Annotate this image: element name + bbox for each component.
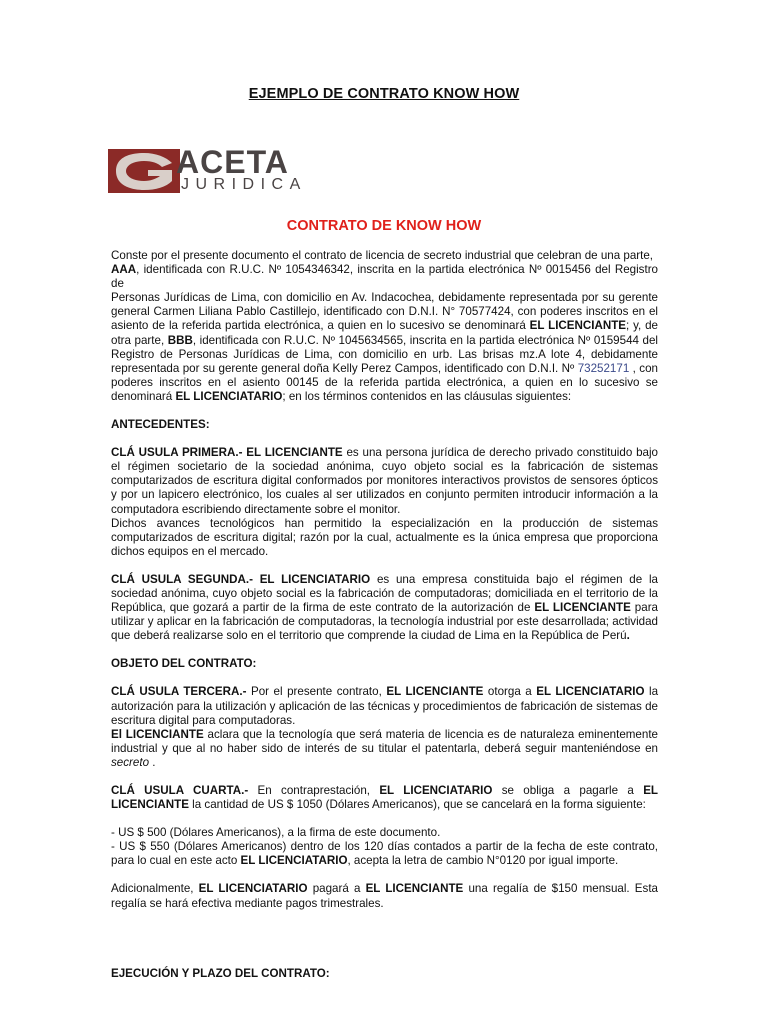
text: , con poderes inscritos en el asiento 00145 de la referida partida electrónica, a quien en lo sucesivo se denominará	[111, 361, 658, 403]
clause-cuarta	[111, 784, 658, 812]
text: aclara que la tecnología que será materia de licencia es de naturaleza eminentemente industrial y que al no haber sido de interés de su titular el patentarla, deberá seguir manteniéndose en	[111, 727, 658, 755]
text: ; y, de otra parte,	[111, 319, 659, 347]
bold-term: EL LICENCIANTE	[529, 319, 627, 333]
dni-number: 73252171	[577, 361, 630, 375]
text: , acepta la letra de cambio N°0120 por igual importe.	[347, 854, 619, 868]
party-bbb: BBB	[167, 333, 193, 347]
bold-term: EL LICENCIANTE	[386, 685, 484, 699]
contract-body	[111, 249, 658, 981]
text: ; en los términos contenidos en las cláusulas siguientes:	[282, 389, 572, 403]
bold-term: EL LICENCIATARIO	[175, 389, 283, 403]
text: Conste por el presente documento el contrato de licencia de secreto industrial que celebran de una parte,	[111, 249, 654, 262]
bold-term: EL LICENCIATARIO	[240, 854, 348, 868]
gaceta-juridica-logo	[108, 144, 308, 193]
bold-term: EL LICENCIANTE	[111, 784, 659, 812]
text: .	[149, 755, 156, 769]
bold-term: EL LICENCIATARIO	[198, 882, 308, 896]
bold-term: EL LICENCIATARIO	[379, 784, 493, 797]
clause-segunda	[111, 573, 658, 643]
heading-objeto: OBJETO DEL CONTRATO:	[111, 657, 257, 671]
italic-term: secreto	[111, 755, 150, 769]
intro-paragraph	[111, 249, 658, 404]
clause-label: CLÁ USULA PRIMERA.- EL LICENCIANTE	[111, 446, 343, 460]
payment-item-2	[111, 840, 658, 868]
text: .	[626, 629, 630, 643]
party-aaa: AAA	[111, 263, 137, 277]
text: En contraprestación,	[248, 784, 380, 797]
heading-ejecucion: EJECUCIÓN Y PLAZO DEL CONTRATO:	[111, 966, 330, 980]
payment-item-1: - US $ 500 (Dólares Americanos), a la firma de este documento.	[111, 826, 441, 840]
clause-tercera	[111, 685, 658, 770]
text: Por el presente contrato,	[246, 685, 387, 699]
text: - US $ 550 (Dólares Americanos) dentro de los 120 días contados a partir de la fecha de este contrato, para lo cual en este acto	[111, 840, 658, 868]
text: Dichos avances tecnológicos han permitido la especialización en la producción de sistemas computarizados de escritura digital; razón por la cual, actualmente es la única empresa que proporciona dichos equipos en el mercado.	[111, 516, 658, 558]
clause-label: CLÁ USULA SEGUNDA.- EL LICENCIATARIO	[111, 572, 371, 586]
text: es una empresa constituida bajo el régimen de la sociedad anónima, cuyo objeto social es la fabricación de computadoras; domiciliada en el territorio de la República, que gozará a partir de la firma de este contrato de la autorización de	[111, 572, 658, 615]
text: una regalía de $150 mensual. Esta regalía se hará efectiva mediante pagos trimestrales.	[111, 882, 659, 910]
contract-title: CONTRATO DE KNOW HOW	[286, 218, 482, 234]
document-title: EJEMPLO DE CONTRATO KNOW HOW	[248, 86, 520, 102]
text: Adicionalmente,	[111, 882, 199, 896]
text: la autorización para la utilización y aplicación de las técnicas y procedimientos de fabricación de sistemas de escritura digital para computadoras.	[111, 685, 659, 727]
clause-primera	[111, 446, 658, 559]
clause-label: CLÁ USULA TERCERA.-	[111, 685, 247, 699]
text: pagará a	[307, 882, 366, 896]
clause-label: CLÁ USULA CUARTA.-	[111, 784, 249, 797]
logo-word-aceta: ACETA	[176, 144, 289, 180]
bold-term: EL LICENCIANTE	[365, 882, 464, 896]
text: otorga a	[483, 685, 537, 699]
bold-term: EL LICENCIANTE	[534, 601, 631, 615]
text: se obliga a pagarle a	[492, 784, 644, 797]
additional-royalty	[111, 882, 658, 910]
text: Personas Jurídicas de Lima, con domicilio en Av. Indacochea, debidamente representada por su gerente general Carmen Liliana Pablo Castillejo, identificado con D.N.I. N° 70577424, con poderes inscritos en el asiento de la referida partida electrónica, a quien en lo sucesivo se denominará	[111, 291, 658, 333]
text: , identificada con R.U.C. Nº 1054346342, inscrita en la partida electrónica Nº 0015456 del Registro de	[111, 263, 658, 291]
logo-g-mark-icon	[108, 149, 180, 193]
logo-word-juridica: JURIDICA	[181, 176, 307, 193]
text: es una persona jurídica de derecho privado constituido bajo el régimen societario de la sociedad anónima, cuyo objeto social es la fabricación de sistemas computarizados de escritura digital conformados por monitores interactivos provistos de sensores ópticos y por un lapicero electrónico, los cuales al ser utilizados en conjunto permiten introducir información a la computadora escribiendo directamente sobre el monitor.	[111, 446, 658, 516]
bold-term: El LICENCIANTE	[111, 727, 204, 741]
text: para utilizar y aplicar en la fabricación de computadoras, la tecnología industrial por este desarrollada; actividad que deberá realizarse solo en el territorio que comprende la ciudad de Lima en la República de Perú	[111, 601, 659, 643]
text: , identificada con R.U.C. Nº 1045634565, inscrita en la partida electrónica Nº 0159544 del Registro de Personas Jurídicas de Lima, con domicilio en urb. Las brisas mz.A lote 4, debidamente representada por su gerente general doña Kelly Perez Campos, identificado con D.N.I. Nº	[111, 333, 658, 375]
bold-term: EL LICENCIATARIO	[536, 685, 645, 699]
text: la cantidad de US $ 1050 (Dólares Americanos), que se cancelará en la forma siguiente:	[188, 798, 646, 812]
heading-antecedentes: ANTECEDENTES:	[111, 418, 210, 432]
